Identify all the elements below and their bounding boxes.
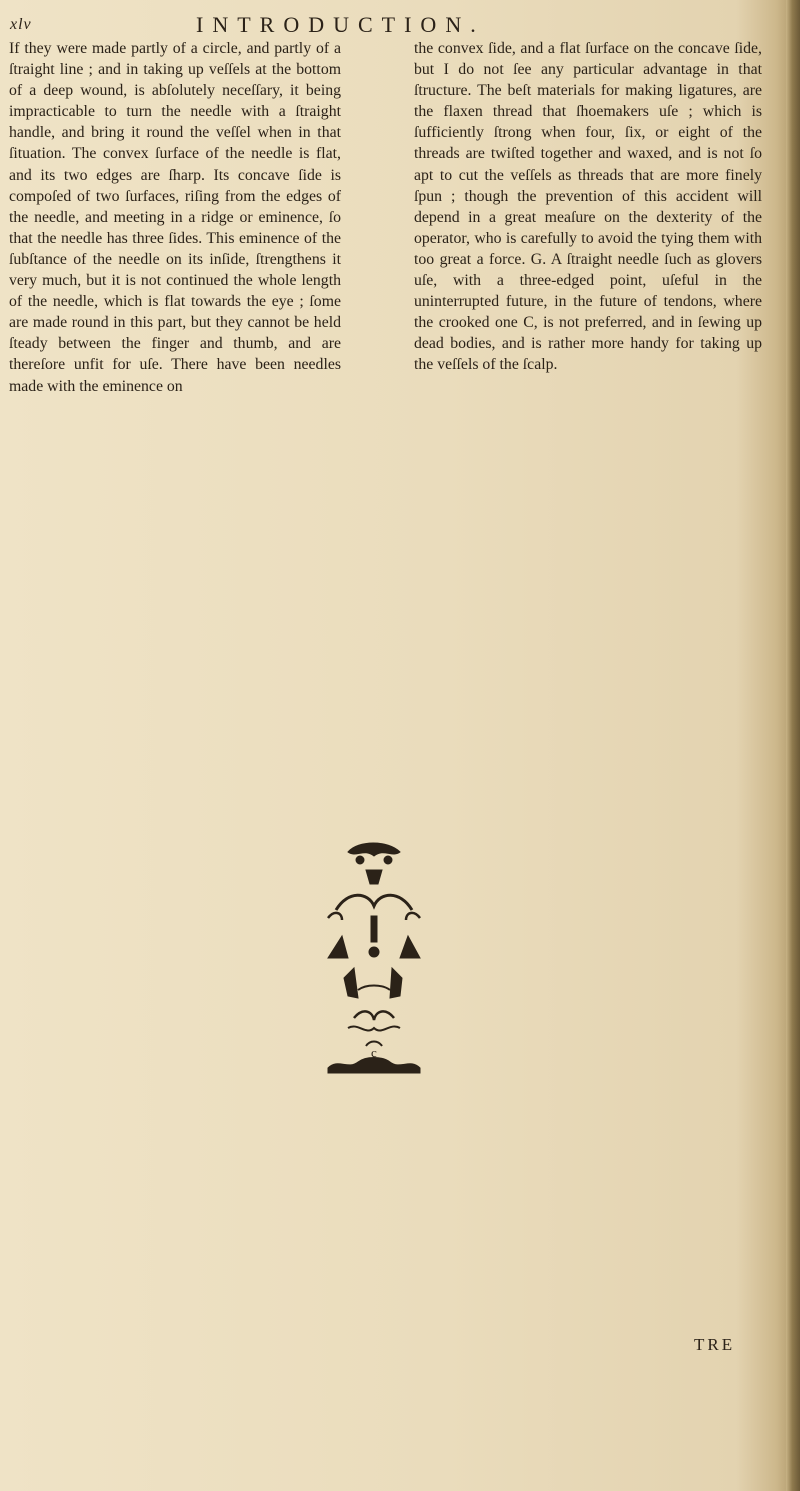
page-number: xlv — [10, 16, 32, 33]
left-column — [9, 38, 341, 397]
catchword: TRE — [694, 1335, 736, 1354]
right-column-text: the convex ſide, and a flat ſurface on the concave ſide, but I do not ſee any particular advantage in that ſtructure. The beſt materials for making ligatures, are the flaxen thread that ſhoemakers uſe ; which is ſufficiently ſtrong when four, ſix, or eight of the threads are twiſted together and waxed, and is not ſo apt to cut the veſſels as threads that are more finely ſpun ; though the prevention of this accident will depend in a great meaſure on the dexterity of the operator, who is carefully to avoid the tying them with too great a force. G. A ſtraight needle ſuch as glovers uſe, with a three-edged point, uſeful in the uninterrupted future, in the future of tendons, where the crooked one C, is not preferred, and in ſewing up dead bodies, and is rather more handy for taking up the veſſels of the ſcalp. — [414, 40, 762, 374]
running-header — [8, 10, 788, 36]
right-column — [414, 38, 762, 376]
ornament-letter: c — [371, 1045, 377, 1060]
printers-ornament — [308, 840, 438, 1075]
running-title: INTRODUCTION. — [196, 12, 485, 37]
left-column-text: If they were made partly of a circle, and partly of a ſtraight line ; and in taking up veſſels at the bottom of a deep wound, is abſolutely neceſſary, it being impracticable to turn the needle with a ſtraight handle, and bring it round the veſſel when in that ſituation. The convex ſurface of the needle is flat, and its two edges are ſharp. Its concave ſide is compoſed of two ſurfaces, riſing from the edges of the needle, and meeting in a ridge or eminence, ſo that the needle has three ſides. This eminence of the ſubſtance of the needle on its inſide, ſtrengthens it very much, but it is not continued the whole length of the needle, which is flat towards the eye ; ſome are made round in this part, but they cannot be held ſteady between the finger and thumb, and are thereſore unfit for uſe. There have been needles made with the eminence on — [9, 40, 341, 395]
page-edge-shadow — [786, 0, 800, 1491]
